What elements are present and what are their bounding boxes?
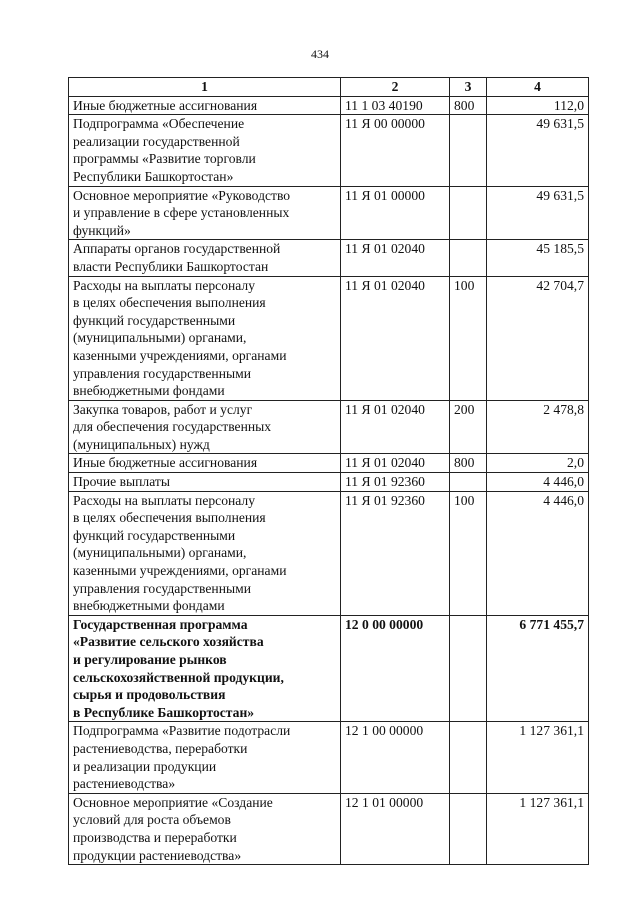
row-type-cell: 100 [450, 491, 487, 615]
table-row [69, 276, 589, 400]
row-amount-cell: 49 631,5 [487, 115, 589, 186]
row-name-line: программы «Развитие торговли [73, 151, 256, 167]
row-code-cell: 11 1 03 40190 [341, 96, 450, 115]
row-name-line: Аппараты органов государственной [73, 241, 281, 257]
table-row [69, 186, 589, 240]
header-col-4: 4 [487, 78, 589, 97]
row-amount-cell: 2,0 [487, 454, 589, 473]
row-type-cell: 200 [450, 400, 487, 454]
row-name-line: функций государственными [73, 527, 236, 543]
table-row [69, 491, 589, 615]
row-name-line: Основное мероприятие «Руководство [73, 187, 291, 203]
row-name-cell [69, 722, 341, 793]
row-amount-cell: 112,0 [487, 96, 589, 115]
table-row [69, 115, 589, 186]
row-code-cell: 11 Я 01 02040 [341, 400, 450, 454]
row-name-cell [69, 96, 341, 115]
row-name-line: производства и переработки [73, 829, 237, 845]
row-name-line: Иные бюджетные ассигнования [73, 455, 258, 471]
row-name-line: и управление в сфере установленных [73, 205, 290, 221]
row-type-cell [450, 240, 487, 276]
header-col-1: 1 [69, 78, 341, 97]
row-name-cell [69, 491, 341, 615]
row-type-cell [450, 722, 487, 793]
row-name-line: «Развитие сельского хозяйства [73, 634, 264, 650]
row-name-line: Подпрограмма «Развитие подотрасли [73, 723, 291, 739]
row-name-line: управления государственными [73, 365, 251, 381]
row-code-cell: 12 0 00 00000 [341, 615, 450, 722]
row-amount-cell: 1 127 361,1 [487, 793, 589, 864]
row-amount-cell: 45 185,5 [487, 240, 589, 276]
row-name-line: Основное мероприятие «Создание [73, 794, 273, 810]
row-type-cell [450, 186, 487, 240]
row-name-line: в целях обеспечения выполнения [73, 295, 266, 311]
row-type-cell: 800 [450, 454, 487, 473]
row-name-line: казенными учреждениями, органами [73, 563, 287, 579]
row-type-cell [450, 473, 487, 492]
row-type-cell [450, 615, 487, 722]
row-amount-cell: 2 478,8 [487, 400, 589, 454]
row-name-line: для обеспечения государственных [73, 419, 272, 435]
table-row [69, 793, 589, 864]
row-name-cell [69, 115, 341, 186]
row-name-cell [69, 615, 341, 722]
row-name-line: и реализации продукции [73, 758, 217, 774]
row-code-cell: 11 Я 01 92360 [341, 473, 450, 492]
table-row [69, 240, 589, 276]
row-name-cell [69, 186, 341, 240]
row-name-line: Закупка товаров, работ и услуг [73, 401, 253, 417]
row-name-line: сырья и продовольствия [73, 687, 226, 703]
row-type-cell [450, 793, 487, 864]
row-name-line: растениеводства» [73, 776, 176, 792]
table-row [69, 473, 589, 492]
row-name-line: внебюджетными фондами [73, 383, 225, 399]
table-row [69, 400, 589, 454]
row-amount-cell: 49 631,5 [487, 186, 589, 240]
table-row [69, 615, 589, 722]
row-name-cell [69, 473, 341, 492]
row-name-line: реализации государственной [73, 133, 240, 149]
table-row [69, 454, 589, 473]
row-name-line: функций государственными [73, 312, 236, 328]
header-col-2: 2 [341, 78, 450, 97]
row-name-line: продукции растениеводства» [73, 847, 242, 863]
row-name-line: внебюджетными фондами [73, 598, 225, 614]
row-name-cell [69, 793, 341, 864]
row-name-line: Иные бюджетные ассигнования [73, 97, 258, 113]
table-row [69, 96, 589, 115]
row-code-cell: 11 Я 01 02040 [341, 240, 450, 276]
row-name-line: Подпрограмма «Обеспечение [73, 116, 245, 132]
row-name-line: Расходы на выплаты персоналу [73, 492, 255, 508]
row-code-cell: 12 1 00 00000 [341, 722, 450, 793]
row-code-cell: 11 Я 01 92360 [341, 491, 450, 615]
row-name-cell [69, 240, 341, 276]
row-amount-cell: 4 446,0 [487, 473, 589, 492]
row-name-line: в целях обеспечения выполнения [73, 510, 266, 526]
header-col-3: 3 [450, 78, 487, 97]
row-type-cell: 100 [450, 276, 487, 400]
row-type-cell [450, 115, 487, 186]
row-name-line: Государственная программа [73, 616, 248, 632]
row-amount-cell: 6 771 455,7 [487, 615, 589, 722]
row-amount-cell: 1 127 361,1 [487, 722, 589, 793]
row-name-line: (муниципальными) органами, [73, 330, 247, 346]
row-code-cell: 11 Я 01 00000 [341, 186, 450, 240]
row-code-cell: 12 1 01 00000 [341, 793, 450, 864]
row-code-cell: 11 Я 01 02040 [341, 454, 450, 473]
row-name-line: и регулирование рынков [73, 652, 227, 667]
row-amount-cell: 4 446,0 [487, 491, 589, 615]
row-type-cell: 800 [450, 96, 487, 115]
row-amount-cell: 42 704,7 [487, 276, 589, 400]
table-row [69, 722, 589, 793]
row-name-cell [69, 454, 341, 473]
page-number: 434 [311, 47, 329, 61]
row-name-line: функций» [73, 222, 131, 238]
row-code-cell: 11 Я 01 02040 [341, 276, 450, 400]
row-name-line: Расходы на выплаты персоналу [73, 277, 255, 293]
row-name-line: сельскохозяйственной продукции, [73, 669, 284, 685]
row-name-line: Прочие выплаты [73, 474, 170, 490]
row-name-cell [69, 276, 341, 400]
row-name-line: растениеводства, переработки [73, 740, 248, 756]
table-header-row [69, 78, 589, 97]
row-name-line: в Республике Башкортостан» [73, 704, 255, 720]
budget-table [68, 77, 589, 865]
row-name-cell [69, 400, 341, 454]
row-name-line: казенными учреждениями, органами [73, 347, 287, 363]
row-name-line: условий для роста объемов [73, 812, 231, 828]
row-name-line: Республики Башкортостан» [73, 168, 234, 184]
row-code-cell: 11 Я 00 00000 [341, 115, 450, 186]
row-name-line: управления государственными [73, 580, 251, 596]
row-name-line: власти Республики Башкортостан [73, 258, 269, 274]
row-name-line: (муниципальных) нужд [73, 436, 210, 452]
row-name-line: (муниципальными) органами, [73, 545, 247, 561]
table-body [69, 96, 589, 865]
